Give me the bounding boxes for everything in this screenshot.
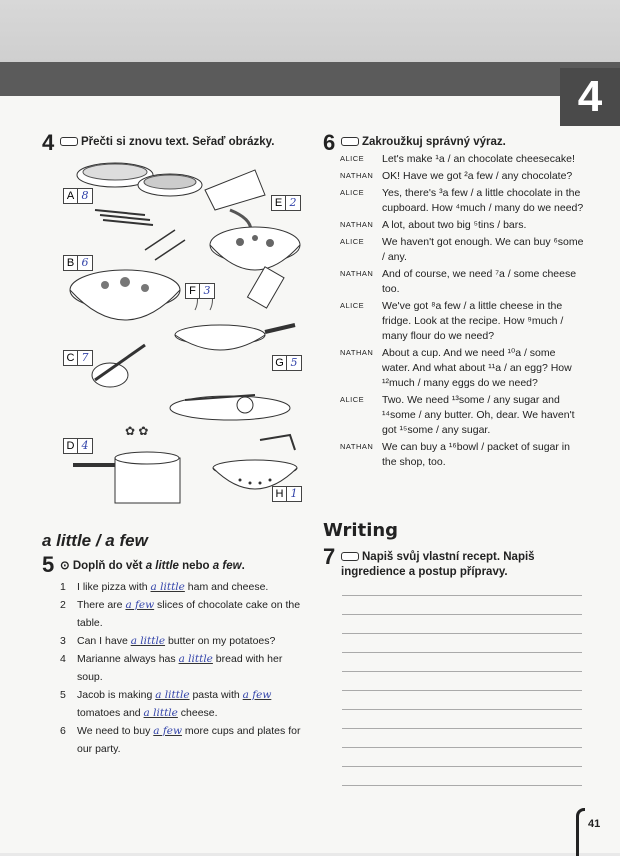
exercise-7-title-text: Napiš svůj vlastní recept. Napiš ingredience a postup přípravy.: [341, 551, 535, 578]
text-part: Can I have: [77, 635, 131, 647]
exercise-7-number: 7: [323, 544, 336, 569]
text-part: slices of chocolate cake on the table.: [77, 599, 301, 629]
header-band: [0, 62, 620, 96]
dialogue-text[interactable]: A lot, about two big ⁵tins / bars.: [382, 219, 527, 231]
dialogue-text[interactable]: And of course, we need ⁷a / some cheese too.: [382, 268, 577, 295]
speaker-name: ALICE: [340, 237, 365, 246]
item-text: [77, 596, 305, 632]
dialogue-line: [340, 440, 585, 470]
item-text: [77, 650, 305, 686]
speaker-name: NATHAN: [340, 220, 374, 229]
writing-heading: Writing: [323, 520, 399, 541]
picture-label-answer[interactable]: 6: [78, 255, 93, 271]
exercise-6-number: 6: [323, 130, 336, 155]
item-text: [77, 632, 275, 650]
writing-line[interactable]: [342, 747, 582, 748]
picture-label-letter: B: [63, 255, 78, 271]
text-part: butter on my potatoes?: [165, 635, 276, 647]
speaker-name: ALICE: [340, 395, 365, 404]
answer-blank[interactable]: a few: [242, 689, 272, 701]
answer-blank[interactable]: a little: [143, 707, 178, 719]
title-part: Doplň do vět: [72, 560, 146, 572]
dialogue-line: [340, 235, 585, 265]
text-part: pasta with: [189, 689, 243, 701]
exercise-5-number: 5: [42, 552, 55, 577]
dialogue-text[interactable]: We've got ⁸a few / a little cheese in the fridge. Look at the recipe. How ⁹much / many flour do we need?: [382, 300, 564, 342]
picture-label-letter: H: [272, 486, 287, 502]
answer-blank[interactable]: a little: [155, 689, 190, 701]
dialogue-line: [340, 152, 585, 167]
page-number: 41: [588, 818, 601, 830]
dialogue-text[interactable]: We haven't got enough. We can buy ⁶some / any.: [382, 236, 584, 263]
text-part: more cups and plates for our party.: [77, 725, 301, 755]
dialogue-text[interactable]: Let's make ¹a / an chocolate cheesecake!: [382, 153, 575, 165]
writing-line[interactable]: [342, 690, 582, 691]
dialogue-text[interactable]: We can buy a ¹⁶bowl / packet of sugar in the shop, too.: [382, 441, 570, 468]
exercise-4-number: 4: [42, 130, 55, 155]
dialogue-line: [340, 346, 585, 391]
page-number-bracket: [576, 808, 585, 856]
list-item: [60, 632, 305, 650]
speaker-name: NATHAN: [340, 348, 374, 357]
title-part: nebo: [178, 560, 213, 572]
list-item: [60, 596, 305, 632]
dialogue-line: [340, 218, 585, 233]
picture-label-answer[interactable]: 3: [200, 283, 215, 299]
writing-line[interactable]: [342, 652, 582, 653]
svg-text:✿ ✿: ✿ ✿: [125, 424, 149, 438]
writing-line[interactable]: [342, 766, 582, 767]
text-part: There are: [77, 599, 126, 611]
text-part: bread with her soup.: [77, 653, 283, 683]
dialogue-text[interactable]: Yes, there's ³a few / a little chocolate in the cupboard. How ⁴much / many do we need?: [382, 187, 584, 214]
answer-blank[interactable]: a little: [150, 581, 185, 593]
answer-blank[interactable]: a few: [153, 725, 182, 737]
picture-label-letter: D: [63, 438, 78, 454]
item-number: 1: [60, 581, 66, 593]
section-heading: a little / a few: [42, 531, 148, 550]
item-number: 4: [60, 653, 66, 665]
answer-blank[interactable]: a few: [125, 599, 155, 611]
exercise-5-list: [60, 578, 305, 758]
page-top-shadow: [0, 0, 620, 62]
item-text: [77, 578, 268, 596]
list-item: [60, 578, 305, 596]
title-part: a few: [212, 560, 242, 572]
speaker-name: ALICE: [340, 154, 365, 163]
dialogue-line: [340, 186, 585, 216]
dialogue-text[interactable]: OK! Have we got ²a few / any chocolate?: [382, 170, 573, 182]
answer-blank[interactable]: a little: [178, 653, 213, 665]
picture-label-d: [63, 438, 93, 454]
text-part: cheese.: [177, 707, 218, 719]
list-item: [60, 722, 305, 758]
item-number: 3: [60, 635, 66, 647]
speaker-name: NATHAN: [340, 269, 374, 278]
list-item: [60, 686, 305, 722]
writing-line[interactable]: [342, 785, 582, 786]
picture-label-answer[interactable]: 5: [287, 355, 302, 371]
dialogue-text[interactable]: About a cup. And we need ¹⁰a / some water. And what about ¹¹a / an egg? How ¹²much / many eggs do we need?: [382, 347, 572, 389]
item-text: [77, 686, 305, 722]
picture-label-b: [63, 255, 93, 271]
picture-label-letter: E: [271, 195, 286, 211]
exercise-5-title: [60, 558, 245, 572]
cd-icon: [341, 137, 359, 146]
item-number: 5: [60, 689, 66, 701]
picture-label-g: [272, 355, 302, 371]
text-part: ham and cheese.: [184, 581, 269, 593]
speaker-name: ALICE: [340, 188, 365, 197]
picture-label-answer[interactable]: 1: [287, 486, 302, 502]
dialogue-line: [340, 393, 585, 438]
writing-line[interactable]: [342, 614, 582, 615]
title-part: a little: [145, 560, 179, 572]
speaker-name: NATHAN: [340, 442, 374, 451]
writing-line[interactable]: [342, 633, 582, 634]
speaker-name: NATHAN: [340, 171, 374, 180]
exercise-6-title: [341, 136, 506, 148]
item-text: [77, 722, 305, 758]
picture-label-answer[interactable]: 2: [286, 195, 301, 211]
picture-label-a: [63, 188, 93, 204]
exercise-6-title-text: Zakroužkuj správný výraz.: [362, 136, 506, 148]
writing-line[interactable]: [342, 728, 582, 729]
dialogue-line: [340, 169, 585, 184]
speaker-name: ALICE: [340, 301, 365, 310]
dialogue: [340, 152, 585, 472]
exercise-7-title: [341, 550, 581, 580]
picture-label-answer[interactable]: 7: [78, 350, 93, 366]
cd-icon: [341, 552, 359, 561]
picture-label-letter: C: [63, 350, 78, 366]
exercise-4-title-text: Přečti si znovu text. Seřaď obrázky.: [81, 136, 275, 148]
text-part: Jacob is making: [77, 689, 156, 701]
unit-number-tab: 4: [560, 68, 620, 126]
dialogue-text[interactable]: Two. We need ¹³some / any sugar and ¹⁴some / any butter. Oh, dear. We haven't got ¹⁵some / any sugar.: [382, 394, 575, 436]
writing-line[interactable]: [342, 709, 582, 710]
picture-label-e: [271, 195, 301, 211]
picture-label-c: [63, 350, 93, 366]
item-number: 2: [60, 599, 66, 611]
list-item: [60, 650, 305, 686]
picture-label-h: [272, 486, 302, 502]
text-part: tomatoes and: [77, 707, 144, 719]
picture-label-f: [185, 283, 215, 299]
title-part: .: [241, 560, 245, 572]
picture-label-letter: F: [185, 283, 200, 299]
picture-label-answer[interactable]: 8: [78, 188, 93, 204]
item-number: 6: [60, 725, 66, 737]
writing-line[interactable]: [342, 595, 582, 596]
text-part: Marianne always has: [77, 653, 179, 665]
cd-icon: [60, 137, 78, 146]
text-part: We need to buy: [77, 725, 154, 737]
picture-label-letter: G: [272, 355, 287, 371]
answer-blank[interactable]: a little: [130, 635, 166, 647]
picture-label-answer[interactable]: 4: [78, 438, 93, 454]
dialogue-line: [340, 299, 585, 344]
recipe-illustrations: [55, 150, 305, 510]
picture-label-letter: A: [63, 188, 78, 204]
exercise-4-title: [60, 136, 274, 148]
writing-line[interactable]: [342, 671, 582, 672]
text-part: I like pizza with: [77, 581, 151, 593]
instruction-icon: ⊙: [60, 560, 70, 572]
dialogue-line: [340, 267, 585, 297]
